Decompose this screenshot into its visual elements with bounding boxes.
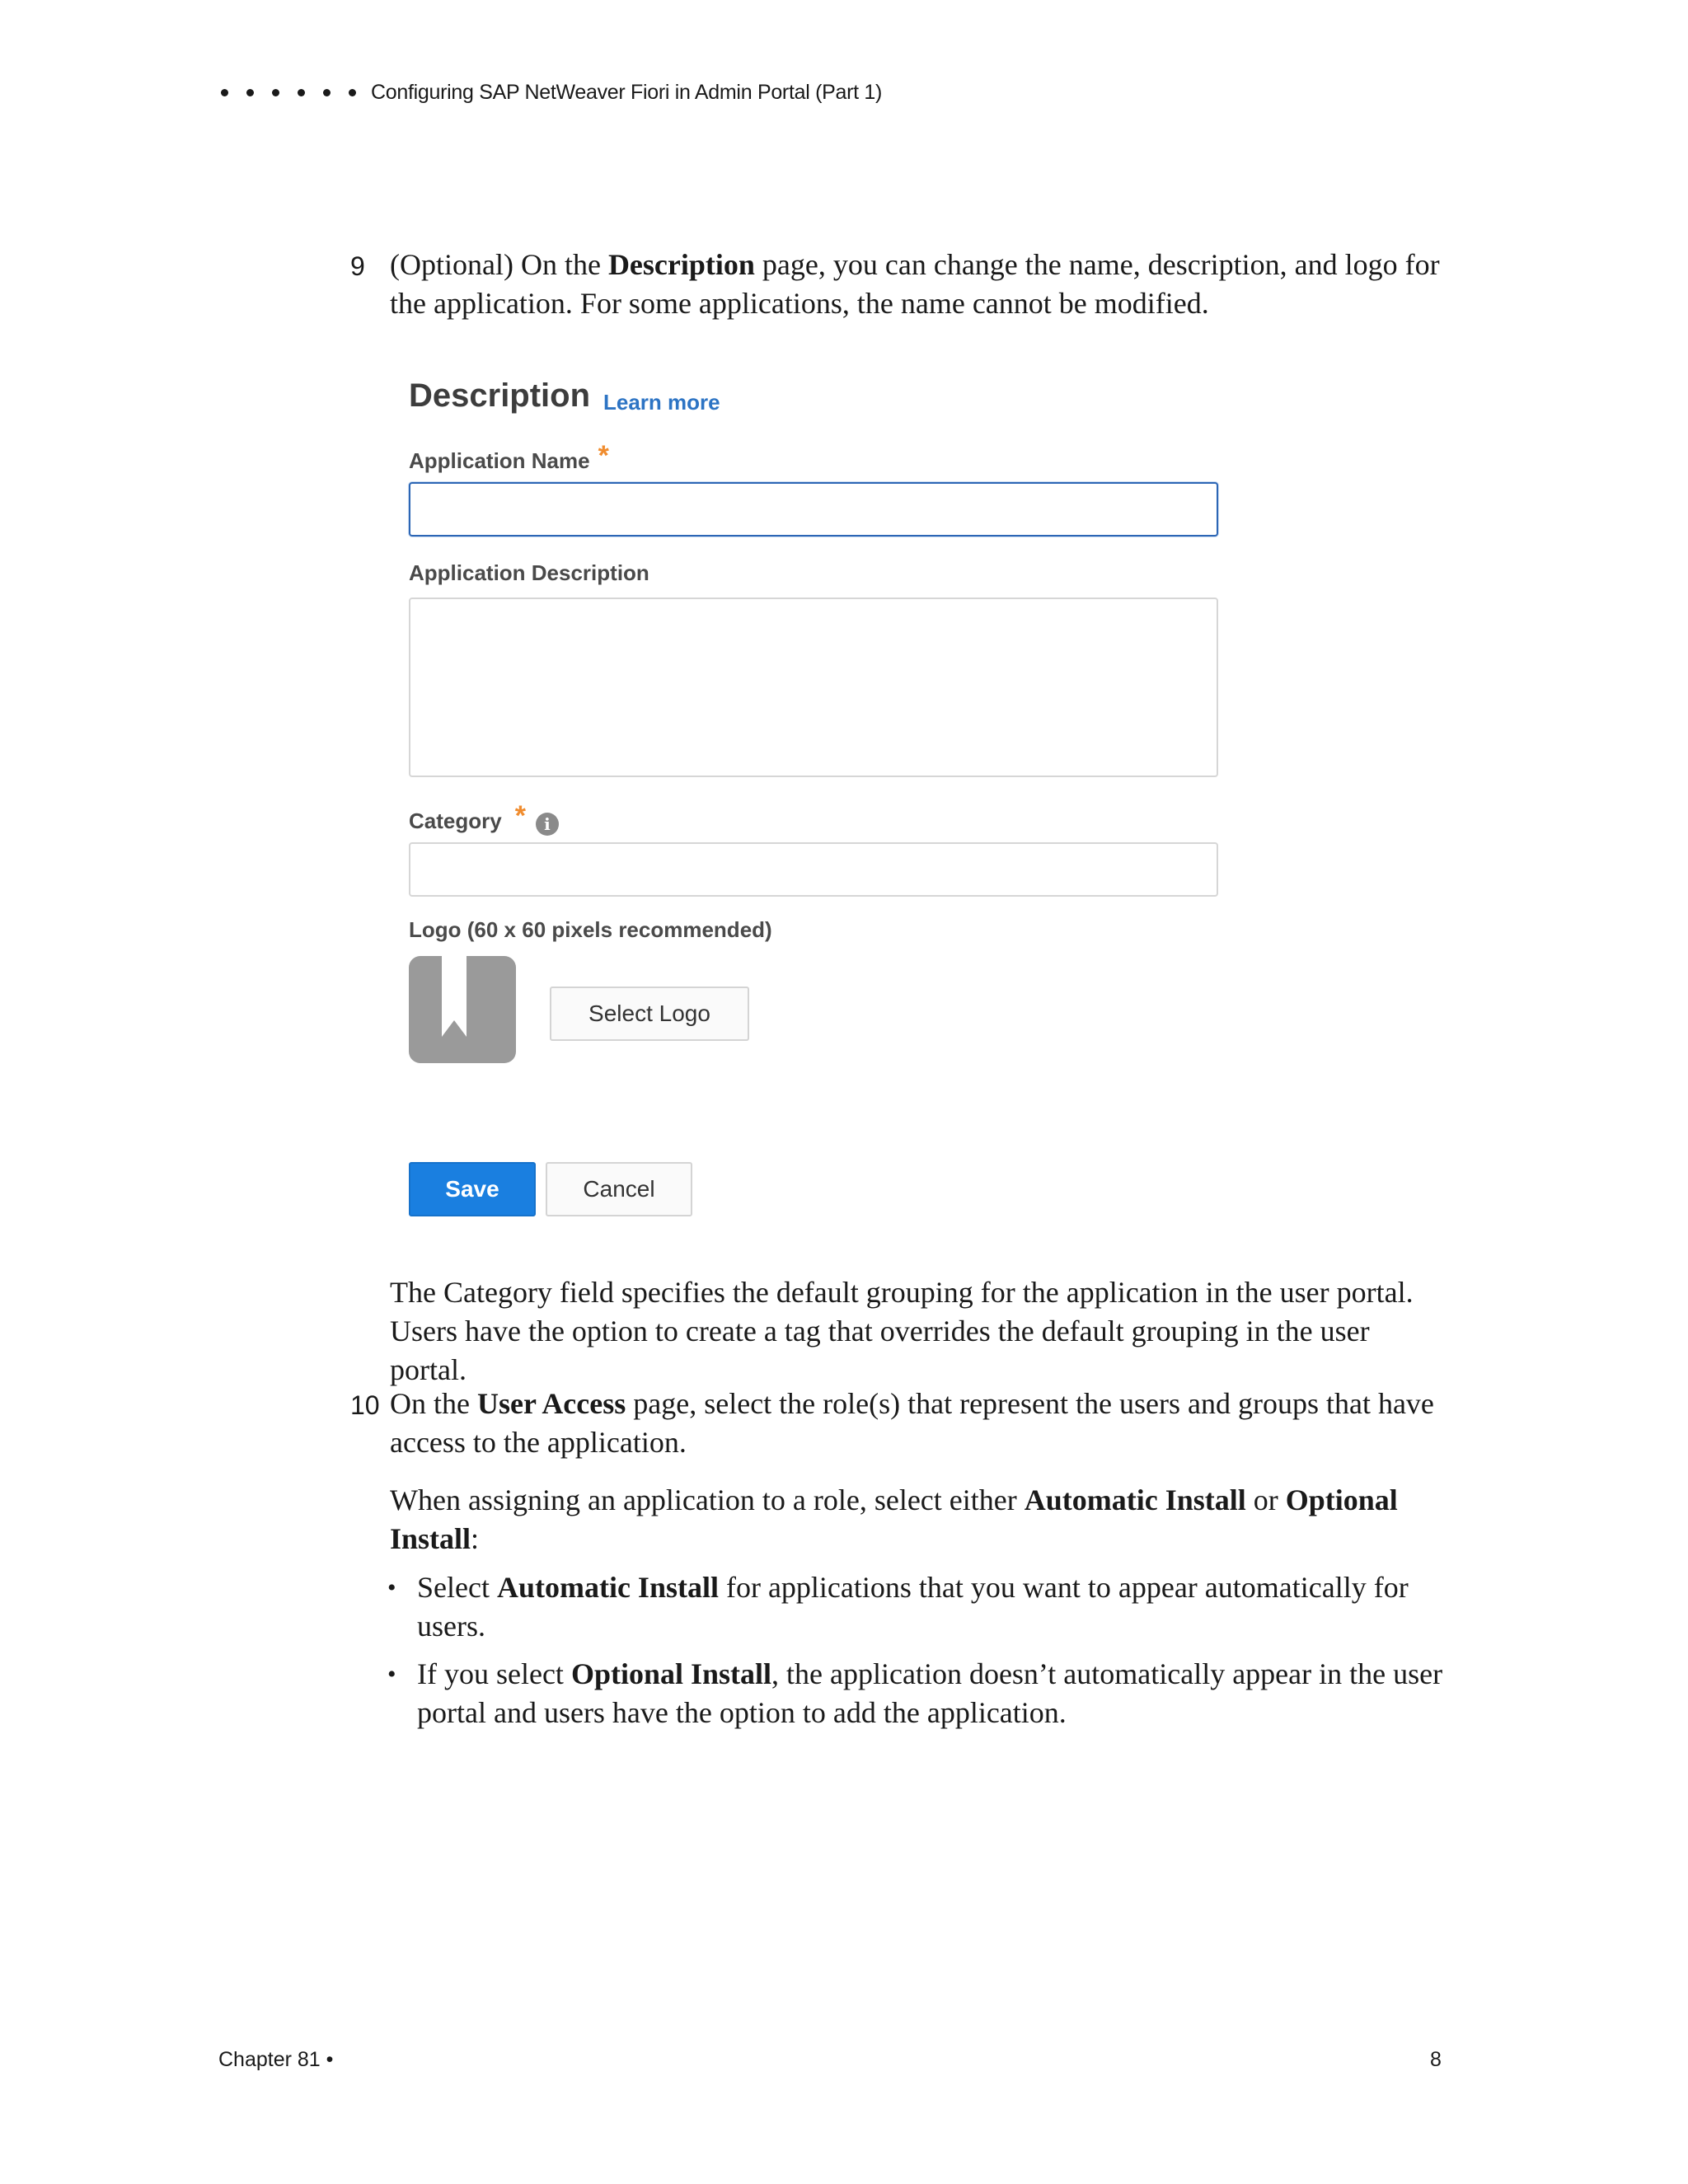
form-title: Description [409,377,591,414]
required-icon: * [514,800,526,832]
header-dot [349,89,356,96]
required-icon: * [598,440,609,471]
step-number: 10 [350,1390,380,1420]
header-dot [221,89,228,96]
header-dot [298,89,305,96]
bold-term: Optional Install [570,1657,772,1690]
bullet-icon: • [387,1661,396,1688]
step-9-text [390,246,1447,323]
description-form-screenshot [387,363,1294,1236]
step-number: 9 [350,251,365,281]
bullet-icon: • [387,1574,396,1601]
application-name-input[interactable] [409,482,1218,537]
bullet-item [387,1568,1459,1646]
info-icon[interactable]: i [536,813,559,836]
bullet-segment: If you select [417,1657,571,1690]
step-text: On the [390,1387,477,1420]
bullet-segment: Select [417,1571,497,1604]
application-description-textarea[interactable] [409,598,1218,777]
bullet-text [417,1655,1459,1732]
select-logo-button[interactable]: Select Logo [550,987,749,1041]
bold-term: Optional Install [390,1483,1398,1555]
bullet-text [417,1568,1459,1646]
header-dot [272,89,279,96]
footer-chapter: Chapter 81 • [218,2048,334,2071]
label-text: Application Name [409,448,590,473]
application-name-label [409,440,609,476]
cancel-button[interactable]: Cancel [546,1162,692,1216]
step-9 [350,246,1447,323]
bullet-segment: , the application doesn’t automatically appear in the user portal and users have the option to add the application. [417,1657,1443,1729]
page-header [221,81,882,105]
header-dot [246,89,254,96]
label-text: Category [409,808,502,833]
step-bold-term: Description [607,248,755,281]
para-text: When assigning an application to a role, select either [390,1483,1025,1516]
assign-note [390,1481,1453,1558]
header-title: Configuring SAP NetWeaver Fiori in Admin Portal (Part 1) [371,81,883,104]
step-10 [350,1385,1447,1462]
para-text: or [1245,1483,1286,1516]
footer-page-number: 8 [1430,2048,1442,2071]
category-input[interactable] [409,842,1218,897]
bold-term: Automatic Install [496,1571,719,1604]
bullet-item [387,1655,1459,1732]
bullet-segment: for applications that you want to appear automatically for users. [417,1571,1409,1643]
header-dot [323,89,331,96]
para-text: : [471,1522,480,1555]
logo-preview [409,956,516,1063]
step-bold-term: User Access [476,1387,626,1420]
category-label [409,800,559,836]
header-dots [221,89,356,96]
step-text: page, you can change the name, description, and logo for the application. For some applications, the name cannot be modified. [390,248,1440,320]
bold-term: Automatic Install [1024,1483,1246,1516]
category-note: The Category field specifies the default grouping for the application in the user portal. Users have the option to create a tag that overrides the default grouping in the user portal. [390,1276,1414,1386]
step-text: (Optional) On the [390,248,608,281]
logo-label: Logo (60 x 60 pixels recommended) [409,917,772,942]
bookmark-icon [409,956,516,1063]
step-10-text [390,1385,1447,1462]
save-button[interactable]: Save [409,1162,536,1216]
learn-more-link[interactable]: Learn more [603,390,720,415]
application-description-label: Application Description [409,560,649,585]
step-text: page, select the role(s) that represent the users and groups that have access to the application. [390,1387,1434,1459]
